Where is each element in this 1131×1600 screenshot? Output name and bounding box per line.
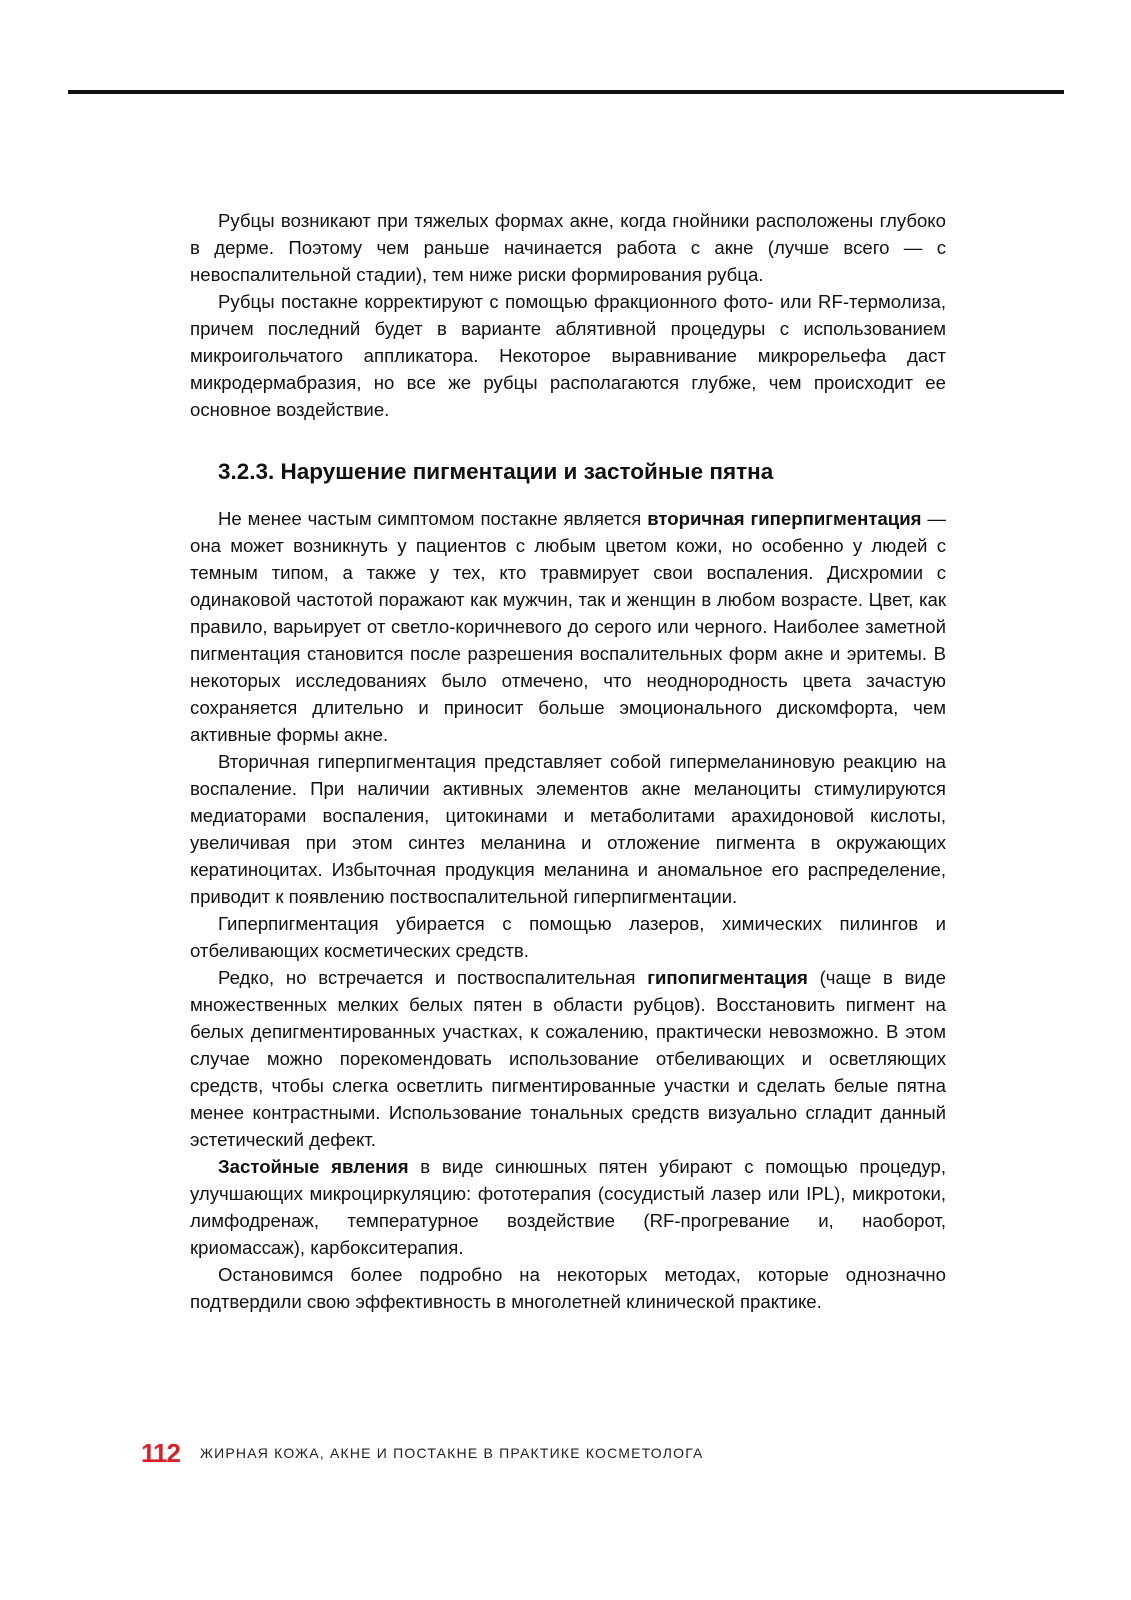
paragraph-hypopigmentation (190, 964, 946, 1153)
text: (чаще в виде множественных мелких белых пятен в области рубцов). Восстановить пигмент на белых депигментированных участках, к сожалению, практически невозможно. В этом случае можно порекомендовать использование отбеливающих и осветляющих средств, чтобы слегка осветлить пигментированные участки и сделать белые пятна менее контрастными. Использование тональных средств визуально сгладит данный эстетический дефект. (190, 967, 946, 1150)
page-body (190, 207, 946, 1315)
section-title: 3.2.3. Нарушение пигментации и застойные пятна (218, 459, 774, 484)
text: Не менее частым симптомом постакне является (218, 508, 648, 529)
paragraph-hypermelanin-reaction: Вторичная гиперпигментация представляет собой гипермеланиновую реакцию на воспаление. При наличии активных элементов акне меланоциты стимулируются медиаторами воспаления, цитокинами и метаболитами арахидоновой кислоты, увеличивая при этом синтез меланина и отложение пигмента в окружающих кератиноцитах. Избыточная продукция меланина и аномальное его распределение, приводит к появлению поствоспалительной гиперпигментации. (190, 751, 946, 907)
term-congestive-phenomena: Застойные явления (218, 1156, 409, 1177)
paragraph-hyperpigmentation-removal: Гиперпигментация убирается с помощью лазеров, химических пилингов и отбеливающих косметических средств. (190, 913, 946, 961)
page-number: 112 (141, 1437, 180, 1468)
paragraph-scars-origin: Рубцы возникают при тяжелых формах акне, когда гнойники расположены глубоко в дерме. Поэтому чем раньше начинается работа с акне (лучше всего — с невоспалительной стадии), тем ниже риски формирования рубца. (190, 210, 946, 285)
page-footer (141, 1435, 704, 1471)
paragraph-methods-intro: Остановимся более подробно на некоторых методах, которые однозначно подтвердили свою эффективность в многолетней клинической практике. (190, 1264, 946, 1312)
text: Редко, но встречается и поствоспалительная (218, 967, 648, 988)
text: в виде синюшных пятен убирают с помощью процедур, улучшающих микроциркуляцию: фототерапия (сосудистый лазер или IPL), микротоки, лимфодренаж, температурное воздействие (RF-прогревание и, наоборот, криомассаж), карбокситерапия. (190, 1156, 946, 1258)
text: — она может возникнуть у пациентов с любым цветом кожи, но особенно у людей с темным типом, а также у тех, кто травмирует свои воспаления. Дисхромии с одинаковой частотой поражают как мужчин, так и женщин в любом возрасте. Цвет, как правило, варьирует от светло-коричневого до серого или черного. Наиболее заметной пигментация становится после разрешения воспалительных форм акне и эритемы. В некоторых исследованиях было отмечено, что неоднородность цвета зачастую сохраняется длительно и приносит больше эмоционального дискомфорта, чем активные формы акне. (190, 508, 946, 745)
paragraph-scars-correction: Рубцы постакне корректируют с помощью фракционного фото- или RF-термолиза, причем последний будет в варианте аблятивной процедуры с использованием микроигольчатого аппликатора. Некоторое выравнивание микрорельефа даст микродермабразия, но все же рубцы располагаются глубже, чем происходит ее основное воздействие. (190, 291, 946, 420)
header-rule (68, 90, 1064, 94)
paragraph-secondary-hyperpigmentation (190, 505, 946, 748)
paragraph-congestive-phenomena (190, 1153, 946, 1261)
term-secondary-hyperpigmentation: вторичная гиперпигментация (647, 508, 922, 529)
term-hypopigmentation: гипопигментация (647, 967, 808, 988)
running-title: ЖИРНАЯ КОЖА, АКНЕ И ПОСТАКНЕ В ПРАКТИКЕ КОСМЕТОЛОГА (199, 1445, 704, 1461)
